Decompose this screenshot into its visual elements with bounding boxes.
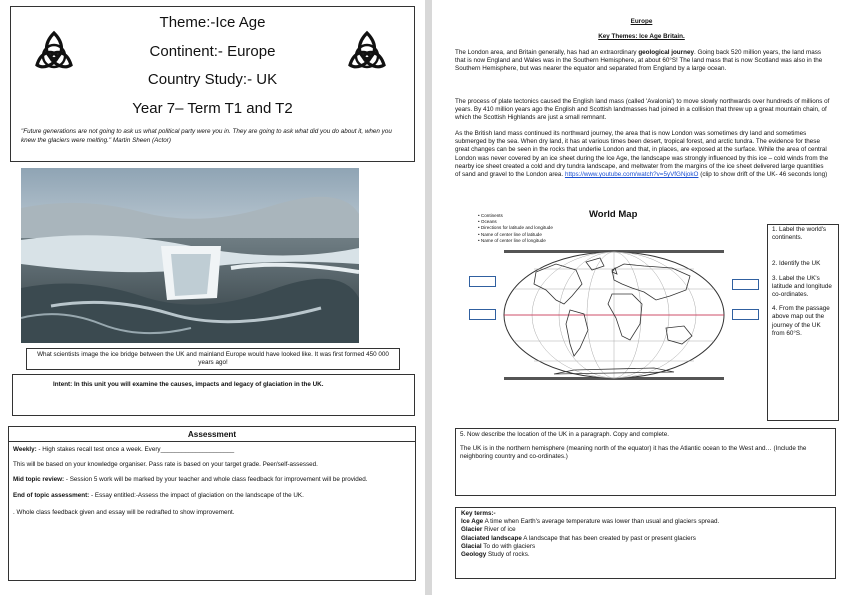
key-term-item — [461, 543, 830, 551]
definition: Study of rocks. — [486, 551, 530, 559]
key-term-item — [461, 526, 830, 534]
mid-text: - Session 5 work will be marked by your teacher and whole class feedback for improvement will be provided. — [64, 476, 368, 484]
para-geological-journey — [455, 49, 830, 74]
mid-topic-line — [13, 476, 411, 484]
theme-title: Theme:-Ice Age — [159, 14, 266, 31]
right-page — [432, 0, 851, 595]
para-ice-age — [455, 130, 830, 179]
legend-item: • Oceans — [478, 219, 497, 225]
world-map — [494, 244, 734, 386]
term: Glacial — [461, 542, 482, 550]
ice-bridge-image — [21, 168, 359, 343]
continent-title: Continent:- Europe — [149, 43, 276, 60]
para1-end: . Going back 520 million years, the land mass that is now England and Wales was in the Southern Hemisphere, at about 60°S! The land mass that is now Scotland was also in the Southern Hemisphere, but was nearer the equator and separated from England by a large ocean. — [455, 49, 823, 73]
youtube-link[interactable]: https://www.youtube.com/watch?v=5yVfGNjokO — [564, 171, 699, 179]
label-box[interactable] — [469, 309, 496, 320]
para-plate-tectonics: The process of plate tectonics caused the English land mass (called 'Avalonia') to move slowly northwards over hundreds of millions of years. By 410 million years ago the English and Scottish landmasses had joined in a collision that threw up a great mountain chain, of which the Scottish Highlands are just a small remnant. — [455, 98, 830, 122]
intent-box — [12, 374, 415, 416]
left-page — [0, 0, 425, 595]
label-box[interactable] — [732, 309, 759, 320]
caption-text: What scientists image the ice bridge between the UK and mainland Europe would have looked like. It was first formed 450 000 years ago! — [37, 351, 389, 367]
intent-text: Intent: In this unit you will examine the causes, impacts and legacy of glaciation in the UK. — [53, 381, 324, 388]
definition: A time when Earth's average temperature was lower than usual and glaciers spread. — [483, 518, 720, 526]
key-themes-heading: Key Themes: Ice Age Britain. — [598, 33, 685, 40]
map-title: World Map — [589, 209, 638, 220]
mid-label: Mid topic review: — [13, 476, 65, 484]
link-note: (clip to show drift of the UK- 46 seconds long) — [698, 171, 828, 179]
weekly-line — [13, 446, 411, 454]
tasks-box — [767, 224, 839, 421]
page-heading: Europe — [630, 18, 653, 25]
end-text: - Essay entitled:-Assess the impact of glaciation on the landscape of the UK. — [89, 491, 304, 499]
assessment-box — [8, 426, 416, 581]
weekly-text: - High stakes recall test once a week. Every_____________________ — [36, 446, 235, 453]
legend-label: Directions for latitude and longitude — [480, 225, 553, 231]
key-term-item — [461, 551, 830, 559]
describe-question: 5. Now describe the location of the UK in a paragraph. Copy and complete. — [460, 431, 669, 438]
legend-label: Oceans — [480, 219, 497, 225]
para3-text: As the British land mass continued its northward journey, the area that is now London was sometimes dry land and sometimes submerged by the sea. When dry land, it has at various times been desert, tropical forest, and arctic tundra. The evidence for these great changes can be seen in the rocks that underlie London and that, in places, are exposed at the surface. While the area of central London was never covered by an ice sheet during the Ice Age, the landscape was strongly influenced by this ice – cold winds from the nearby ice sheet created a cold and dry tundra landscape, and meltwater from the margins of the ice sheet delivered large quantities of sand and gravel to the London area. — [455, 130, 829, 179]
definition: River of ice — [482, 526, 516, 534]
task-4: 4. From the passage above map out the journey of the UK from 60°S. — [772, 305, 830, 337]
legend-item: • Continents — [478, 213, 503, 218]
map-legend — [478, 213, 553, 244]
legend-label: Continents — [480, 213, 503, 218]
assessment-heading: Assessment — [187, 430, 237, 439]
title-box — [10, 6, 415, 162]
feedback-line: . Whole class feedback given and essay will be redrafted to show improvement. — [13, 508, 235, 516]
definition: A landscape that has been created by past or present glaciers — [521, 534, 696, 542]
quote-text: "Future generations are not going to ask us what political party were you in. They are going to ask what did you do about it, when you knew the glaciers were melting." Martin Sheen (Actor) — [21, 128, 392, 144]
task-2: 2. Identify the UK — [772, 260, 821, 268]
describe-box — [455, 428, 836, 496]
weekly-label: Weekly: — [13, 446, 37, 453]
para1-start: The London area, and Britain generally, has had an extraordinary — [455, 49, 639, 56]
legend-item: • Name of center line of longitude — [478, 237, 546, 243]
term: Ice Age — [461, 518, 484, 526]
legend-label: Name of center line of longitude — [480, 237, 546, 243]
year-title: Year 7– Term T1 and T2 — [132, 100, 293, 117]
label-box[interactable] — [732, 279, 759, 290]
end-topic-line — [13, 492, 411, 500]
task-3: 3. Label the UK's latitude and longitude co-ordinates. — [772, 274, 832, 299]
term: Geology — [461, 551, 487, 559]
term: Glacier — [461, 526, 483, 534]
key-terms-box — [455, 507, 836, 579]
key-terms-heading: Key terms:- — [461, 510, 496, 517]
legend-label: Name of center line of latitude — [480, 231, 542, 237]
task-1: 1. Label the world's continents. — [772, 226, 827, 242]
end-label: End of topic assessment: — [13, 491, 90, 499]
key-term-item — [461, 518, 830, 526]
key-term-item — [461, 535, 830, 543]
knowledge-line: This will be based on your knowledge organiser. Pass rate is based on your target grade. Peer/self-assessed. — [13, 461, 318, 469]
definition: To do with glaciers — [481, 542, 536, 550]
label-box[interactable] — [469, 276, 496, 287]
image-caption — [26, 348, 400, 370]
describe-answer: The UK is in the northern hemisphere (meaning north of the equator) it has the Atlantic ocean to the West and… (Include the neighboring country and co-ordinates.) — [460, 445, 807, 461]
term: Glaciated landscape — [461, 534, 522, 542]
legend-item: • Directions for latitude and longitude — [478, 225, 553, 231]
legend-item: • Name of center line of latitude — [478, 231, 542, 237]
country-title: Country Study:- UK — [147, 71, 278, 88]
para1-bold: geological journey — [638, 49, 694, 56]
